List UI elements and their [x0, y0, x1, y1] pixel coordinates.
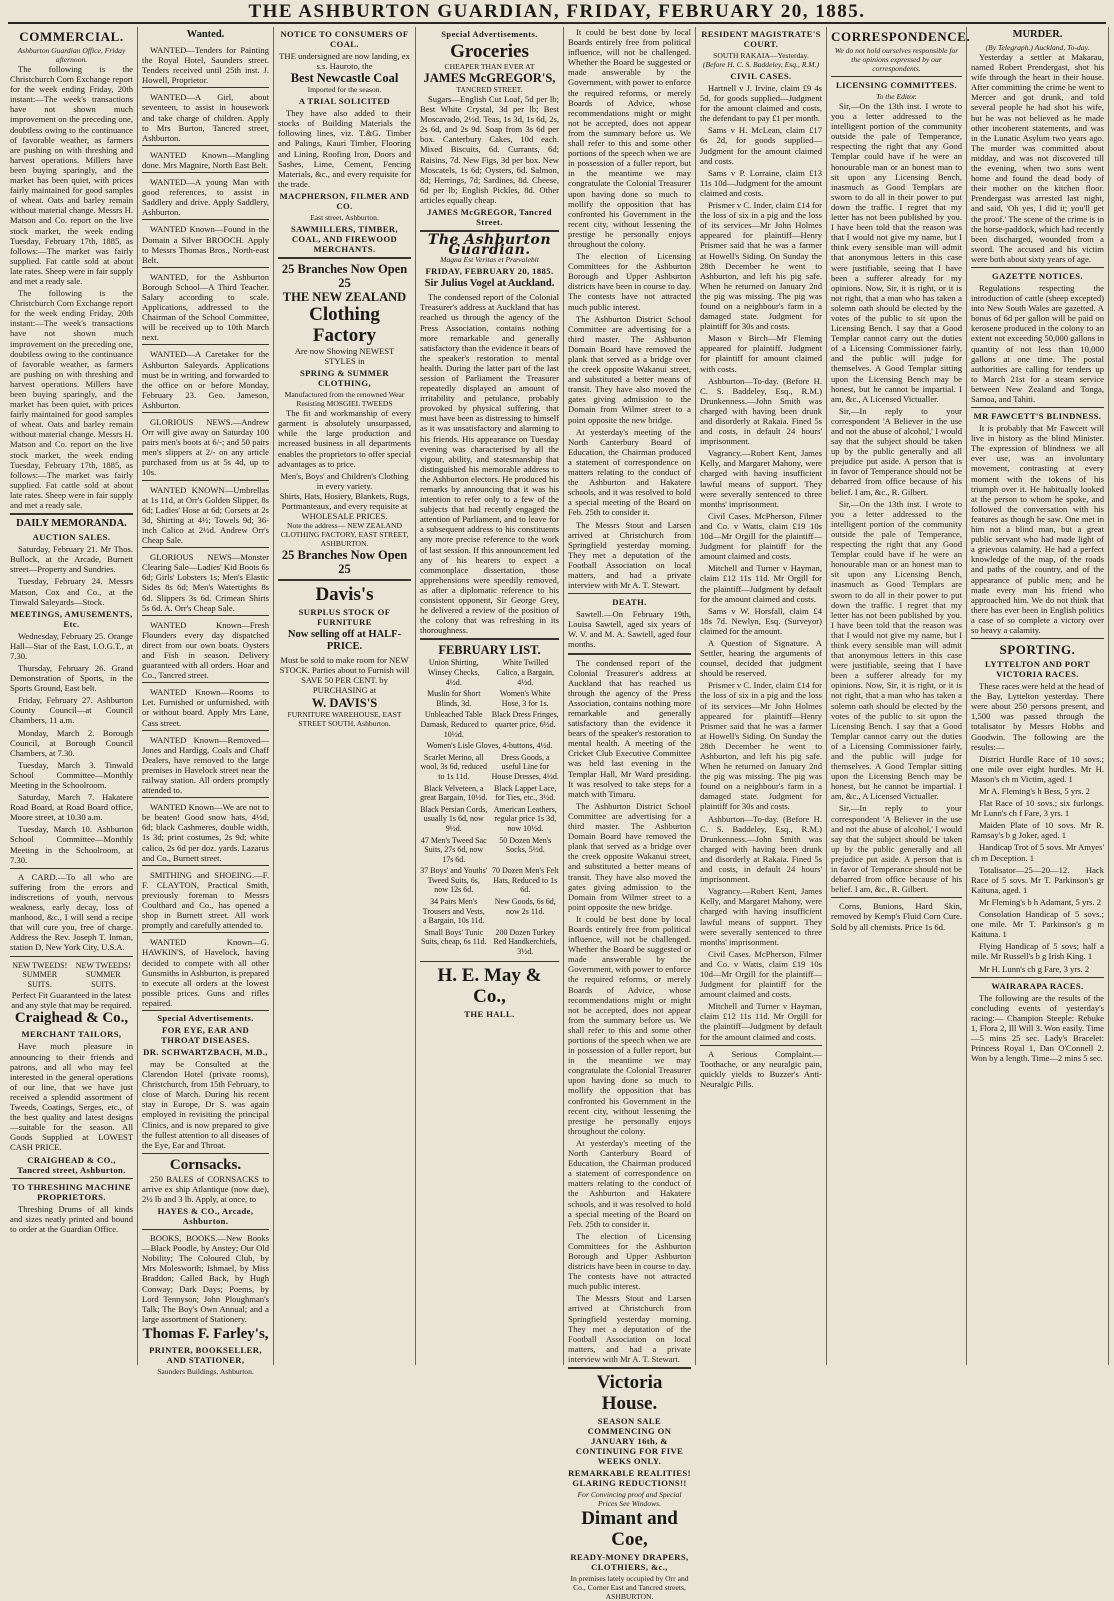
blindness-heading: MR FAWCETT'S BLINDNESS. — [973, 411, 1102, 422]
court-case: Civil Cases. McPherson, Filmer and Co. v Watts, claim £19 10s 10d—Mr Orgill for the plaintiff—Judgment for plaintiff for the amount claimed and costs. — [700, 510, 822, 562]
divider — [10, 1178, 133, 1179]
list-item: 34 Pairs Men's Trousers and Vests, a Bargain, 10s 11d. — [422, 897, 485, 926]
memo-item: Friday, February 27. Ashburton County Council—at Council Chambers, 11 a.m. — [10, 695, 133, 726]
race-result: Totalisator—25—20—12. Hack Race of 5 sovs. Mr T. Parkinson's gr Kaituna, aged. 1 — [971, 864, 1104, 895]
farley-title: Thomas F. Farley's, — [142, 1325, 269, 1342]
groceries-title: Groceries — [450, 41, 529, 62]
toothache-advert: A Serious Complaint.—Toothache, or any neuralgic pain, quickly yields to Buzzer's Anti-Neuralgic Pills. — [700, 1048, 822, 1089]
column-commercial — [6, 27, 138, 1365]
guardian-masthead: The Ashburton Guardian. — [427, 232, 552, 259]
craighead-title: Craighead & Co., — [14, 1010, 129, 1027]
wairarapa-heading: WAIRARAPA RACES. — [991, 980, 1084, 991]
race-result: Consolation Handicap of 5 sovs.; one mile. Mr T. Parkinson's g m Kaituna. 1 — [971, 909, 1104, 940]
coal-body: THE undersigned are now landing, ex s.s. Hauroto, the — [279, 51, 410, 72]
court-case-continued: Prismer v C. Inder, claim £14 for the loss of six in a pig and the loss of its services—Mr John Holmes appeared for plaintiff—Henry Prismer said that he was a farmer at Howell's Siding. On Sunday the 28th December he went to Ashburton, and left his pig safe. When he returned on January 2nd the pig was missing. The pig was found on a neighbour's farm in a damaged state. Judgment for plaintiff for 30s and costs. — [700, 680, 822, 812]
may-co-title: H. E. May & Co., — [437, 964, 542, 1007]
list-item: 70 Dozen Men's Felt Hats, Reduced to 1s 6d. — [491, 866, 559, 895]
new-zealand-title: THE NEW ZEALAND — [282, 289, 407, 304]
court-case: Prismer v C. Inder, claim £14 for the loss of six in a pig and the loss of its services—Mr John Holmes appeared for plaintiff—Henry Prismer said that he was a farmer at Howell's Siding. On Sunday the 28th December he went to Ashburton, and left his pig safe. When he returned on January 2nd the pig was missing. The pig was found on a neighbour's farm in a damaged state. Judgment for plaintiff for 30s and costs. — [700, 200, 822, 332]
list-item: Black Dress Fringes, quarter price, 6½d. — [491, 710, 559, 729]
divider — [700, 1045, 822, 1046]
court-sub: SOUTH RAKAIA—Yesterday. — [713, 51, 809, 60]
news-paragraph: It could be best done by local Boards entirely free from political influence, will not be challenged. Whether the Board be suggested or made answerable by the Government, with power to enforce the required reforms, or merely Boards of Advice, whose recommendations might or might not be accepted, does not appear from the summary before us. We shall refer to this and some other portions of the speech when we are in possession of a fuller report, but in the meantime we may congratulate the Colonial Treasurer upon having done so much to mollify the opposition that has confronted his Government in the recent city, without lessening the prestige he personally enjoys throughout the colony. — [568, 27, 691, 249]
davis-body: Must be sold to make room for NEW STOCK. Parties about to Furnish will SAVE 50 PER CENT. by PURCHASING at — [279, 655, 410, 696]
dimant-title: Dimant and Coe, — [581, 1508, 678, 1550]
divider — [420, 961, 559, 962]
memo-item: Tuesday, March 3. Tinwald School Committee—Monthly Meeting in the Schoolroom. — [10, 759, 133, 790]
murder-byline: (By Telegraph.) Auckland, To-day. — [985, 43, 1090, 52]
tweeds-left: NEW TWEEDS! SUMMER SUITS. — [12, 960, 68, 989]
news-paragraph-continued: The Messrs Stout and Larsen arrived at Christchurch from Springfield yesterday morning. They met a deputation of the Football Association on local matters, and had a private interview with Mr A. T. Stewart. — [568, 1293, 691, 1364]
davis-title: Davis's — [315, 584, 374, 606]
coal-notice: NOTICE TO CONSUMERS OF COAL. — [280, 29, 409, 49]
letter-title: LICENSING COMMITTEES. — [835, 80, 958, 90]
dimant-address: In premises lately occupied by Orr and Co., Corner East and Tancred streets, ASHBURTON. — [570, 1574, 689, 1601]
victoria-sub: SEASON SALE COMMENCING ON JANUARY 16th, & CONTINUING FOR FIVE WEEKS ONLY. — [575, 1416, 684, 1466]
list-item: White Twilled Calico, a Bargain, 4½d. — [496, 658, 555, 687]
macpherson-address: East street, Ashburton. — [310, 212, 379, 222]
divider — [142, 1153, 269, 1154]
victoria-sub3: For Convincing proof and Special Prices See Windows. — [577, 1490, 682, 1508]
court-case: Mitchell and Turner v Hayman, claim £12 11s 11d. Mr Orgill for the plaintiff—Judgment by default for the amount claimed and costs. — [700, 563, 822, 604]
list-item: Muslin for Short Blinds, 3d. — [427, 689, 481, 708]
february-list — [420, 657, 559, 957]
wholesale-prices: Shirts, Hats, Hosiery, Blankets, Rugs, Portmanteaux, and every requisite at WHOLESALE PRICES. — [279, 490, 410, 522]
dimant-sub: READY-MONEY DRAPERS, CLOTHIERS, &c., — [570, 1552, 689, 1572]
factory-address: Note the address— NEW ZEALAND CLOTHING FACTORY, EAST STREET, ASHBURTON. — [280, 521, 409, 549]
list-item: New Goods, 6s 6d, now 2s 11d. — [494, 897, 556, 916]
gazette-body: Regulations respecting the introduction of cattle (sheep excepted) into New South Wales are gazetted. A bonus of 6d per gallon will be paid on kerosene produced in the colony to an extent not exceeding 50,000 gallons in quantity of not less than 10,000 gallons at one time. The postal authorities are calling for tenders up to March 21st for a steam service between New Zealand and Tonga, Samoa, and Tahiti. — [971, 282, 1104, 404]
wanted-ad: WANTED Known—Removed—Jones and Hardigg, Coals and Chaff Dealers, have removed to the large premises in Havelock street near the railway station. All orders promptly attended to. — [142, 733, 269, 799]
divider — [278, 257, 411, 259]
blindness-body: It is probably that Mr Fawcett will live in history as the blind Minister. The expression of blindness we all ever use, was an involuntary movement, contrasting at every moment with the tokens of his triumph over it. He habitually looked at the person to whom he spoke, and followed the conversation with his features as though he saw. One met in him not a blind man, but a great public servant who had made light of a grievous calamity. He had a perfect knowledge of the map, of the roads and paths of the country, and of the appearance of public men; and he made every man his friend who approached him. We do not think that there has ever been in English politics a case of so complete a victory over so heavy a calamity. — [971, 423, 1104, 635]
cornsacks-firm: HAYES & CO., Arcade, Ashburton. — [157, 1206, 254, 1227]
court-case-continued: Ashburton—To-day. (Before H. C. S. Baddeley, Esq., R.M.) Drunkenness.—John Smith was charged with having been drunk and disorderly at Rakaia. Fined 5s and costs, in default 24 hours' imprisonment. — [700, 813, 822, 885]
race-result: Mr Fleming's b h Adamant, 5 yrs. 2 — [979, 896, 1102, 907]
letter-body-continued: Sir,—In reply to your correspondent 'A Believer in the use and not the abuse of alcohol,' I would say that the subject should be taken up by the public generally and all prejudice put aside. A person that is in favor of Temperance should not be debarred from office because of his belief. I am, &c., R. Gilbert. — [831, 803, 962, 895]
news-paragraph-continued: It could be best done by local Boards entirely free from political influence, will not be challenged. Whether the Board be suggested or made answerable by the Government, with power to enforce the required reforms, or merely Boards of Advice, whose recommendations might or might not be accepted, does not appear from the summary before us. We shall refer to this and some other portions of the speech when we are in possession of a fuller report, but in the meantime we may congratulate the Colonial Treasurer upon having done so much to mollify the opposition that has confronted his Government in the recent city, without lessening the prestige he personally enjoys throughout the colony. — [568, 913, 691, 1136]
masthead-title: THE ASHBURTON GUARDIAN, FRIDAY, FEBRUARY 20, 1885. — [248, 1, 866, 22]
divider — [568, 653, 691, 655]
divider — [568, 1367, 691, 1369]
court-case: Sams v H. McLean, claim £17 6s 2d, for goods supplied—Judgment for the amount claimed and costs. — [700, 125, 822, 166]
news-paragraph-continued: At yesterday's meeting of the North Canterbury Board of Education, the Chairman produced a statement of correspondence on matters relating to the conduct of the Ashburton and Hakatere schools, and it was resolved to hold a special meeting of the Board on Feb. 25th to consider it. — [568, 1137, 691, 1229]
mcgregor-name: JAMES McGREGOR'S, — [423, 71, 556, 85]
court-before: (Before H. C. S. Baddeley, Esq., R.M.) — [702, 60, 820, 69]
memoranda-list — [10, 544, 133, 865]
may-co-sub: THE HALL. — [464, 1008, 515, 1019]
chemist-advert: Corns, Bunions, Hard Skin, removed by Kemp's Fluid Corn Cure. Sold by all chemists. Price 1s 6d. — [831, 901, 962, 932]
divider — [971, 977, 1104, 978]
wanted-ad: WANTED Known—We are not to be beaten! Good snow hats, 4½d, 6d; black Cashmeres, double width, 1s 3d; print costumes, 2s 9d; white calico, 2s 6d per doz. yards. Lazarus and Co., Burnett street. — [142, 800, 269, 866]
memo-item: Tuesday, March 10. Ashburton School Committee—Monthly Meeting in the Schoolroom, at 7.30. — [10, 824, 133, 865]
court-case-continued: Civil Cases. McPherson, Filmer and Co. v Watts, claim £19 10s 10d—Mr Orgill for the plaintiff—Judgment for plaintiff for the amount claimed and costs. — [700, 948, 822, 1000]
card-advert: A CARD.—To all who are suffering from the errors and indiscretions of youth, nervous weakness, early decay, loss of manhood, &c., I will send a recipe that will cure you, free of charge. Address the Rev. Joseph T. Inman, station D, New York City, U.S.A. — [10, 871, 133, 953]
auction-sales-heading: AUCTION SALES. — [32, 532, 111, 543]
divider — [568, 593, 691, 594]
mcgregor-signature: JAMES McGREGOR, Tancred Street. — [427, 207, 552, 228]
column-wanted — [138, 27, 274, 1376]
list-item: Black Persian Cords, usually 1s 6d, now 9½d. — [420, 804, 488, 833]
race-result: Mr H. Lunn's ch g Fare, 3 yrs. 2 — [979, 963, 1090, 974]
memo-item: Monday, March 2. Borough Council, at Borough Council Chambers, at 7.30. — [10, 727, 133, 758]
memo-item: Wednesday, February 25. Orange Hall—Star of the East, I.O.G.T., at 7.30. — [10, 630, 133, 661]
court-case: Hartnell v J. Irvine, claim £9 4s 5d, for goods supplied—Judgment for the amount claimed and costs, the defendant to pay £1 per month. — [700, 83, 822, 124]
list-item: Women's Lisle Gloves, 4-buttons, 4½d. — [426, 741, 553, 751]
court-case: Vagrancy.—Robert Kent, James Kelly, and Margaret Mahony, were charged with having insufficient lawful means of support. They were severally sentenced to three months' imprisonment. — [700, 448, 822, 509]
trial-solicited: A TRIAL SOLICITED — [298, 96, 391, 107]
branches-banner-bottom: 25 Branches Now Open 25 — [281, 548, 408, 577]
february-list-title: FEBRUARY LIST. — [438, 643, 541, 658]
divider — [10, 868, 133, 869]
news-paragraph-continued: The Ashburton District School Committee are advertising for a third master. The Ashburton Domain Board have removed the plank that served as a bridge over the creek opposite Wakanui street, and substituted a better means of transit. They have also moved the gates giving admission to the Domain from Wilmer street to a point opposite the new bridge. — [568, 800, 691, 912]
clothing-body: The fit and workmanship of every garment is absolutely unsurpassed, while the large production and increased business in all departments enables the proprietors to offer special advantages as to price. — [278, 408, 411, 469]
macpherson-firm: MACPHERSON, FILMER AND CO. — [279, 190, 410, 211]
victoria-sub2: REMARKABLE REALITIES! GLARING REDUCTIONS!! — [568, 1468, 691, 1488]
cornsacks-body: 250 BALES of CORNSACKS to arrive ex ship Atlantique (now due), 2½ lb and 3 lb. Apply, at once, to — [142, 1173, 269, 1204]
murder-article: Yesterday a settler at Makarau, named Robert Prendergast, shot his wife through the heart in their house. After committing the crime he went to Mercer and got drunk, and told several people he had shot his wife, but he was not believed as he made other incoherent statements, and was in the Lunatic Asylum two years ago. The murder was committed about midday, and was not discovered till the evening, when two sons went home and found the dead body of their mother on the kitchen floor. Prendergast was arrested last night, and said, 'Oh yes, I did it; you'll get the proof.' The scene of the crime is in the horse-paddock, which had recently been discharged, wounded from a sword. The accused and his victim were both about sixty years of age. — [971, 52, 1104, 264]
news-paragraph: The Messrs Stout and Larsen arrived at Christchurch from Springfield yesterday morning. They met a deputation of the Football Association on local matters, and had a private interview with Mr A. T. Stewart. — [568, 519, 691, 591]
commercial-byline: Ashburton Guardian Office, Friday afternoon. — [17, 46, 126, 64]
court-case: Sams v W. Horsfall, claim £4 18s 7d. Newlyn, Esq. (Surveyor) claimed for the amount. — [700, 605, 822, 636]
divider — [10, 513, 133, 515]
wanted-ad: WANTED—A Caretaker for the Ashburton Saleyards. Applications must be in writing, and forwarded to the office on or before Monday, February 23. Geo. Jameson, Ashburton. — [142, 347, 269, 413]
eye-ear-title: FOR EYE, EAR AND THROAT DISEASES. — [161, 1024, 250, 1045]
newspaper-masthead — [8, 2, 1106, 24]
correspondence-disclaimer: We do not hold ourselves responsible for the opinions expressed by our correspondents. — [834, 46, 959, 73]
memo-item: MEETINGS, AMUSEMENTS, Etc. — [10, 608, 133, 629]
list-item: 200 Dozen Turkey Red Handkerchiefs, 3½d. — [493, 927, 558, 957]
wanted-ad: WANTED Known—Found in the Domain a Silver BROOCH. Apply to Messrs Thomas Bros., North-east Belt. — [142, 222, 269, 267]
news-paragraph: The election of Licensing Committees for the Ashburton Borough and Upper Ashburton districts have been in course to day. The contests have not attracted much public interest. — [568, 251, 691, 312]
column-telegrams-sporting — [967, 27, 1109, 1365]
court-case: Ashburton—To-day. (Before H. C. S. Baddeley, Esq., R.M.) Drunkenness.—John Smith was charged with having been drunk and disorderly at Rakaia. Fined 5s and costs, in default 24 hours' imprisonment. — [700, 375, 822, 447]
list-item: Unbleached Table Damask, Reduced to 10½d. — [420, 710, 487, 739]
farley-address: Saunders Buildings, Ashburton. — [157, 1366, 254, 1376]
court-case: Mason v Birch—Mr Fleming appeared for plaintiff. Judgment for plaintiff for amount claimed with costs. — [700, 333, 822, 374]
death-heading: DEATH. — [612, 597, 647, 608]
column-groceries — [416, 27, 564, 1365]
craighead-address: CRAIGHEAD & CO., Tancred street, Ashburton. — [17, 1154, 126, 1175]
wanted-ad: WANTED Known—Fresh Flounders every day dispatched direct from our own boats. Oysters and Fish in season. Delivery guaranteed with all orders. Hoar and Co., Tancred street. — [142, 618, 269, 684]
spring-summer: SPRING & SUMMER CLOTHING, — [299, 368, 390, 389]
divider — [142, 1229, 269, 1230]
tweeds-header — [10, 960, 133, 991]
race-result: Mr A. Fleming's h Bess, 5 yrs. 2 — [979, 786, 1090, 796]
craighead-sub: MERCHANT TAILORS, — [21, 1029, 122, 1040]
craighead-body: Have much pleasure in announcing to their friends and patrons, and all who may feel interested in the general operations of our line, that we have just received a splendid assortment of Tweeds, Coatings, Serges, etc., of the best quality and latest designs—suitable for the season. All Goods Supplied at LOWEST CASH PRICE. — [10, 1041, 133, 1153]
correspondence-heading: CORRESPONDENCE. — [831, 29, 971, 44]
divider — [10, 956, 133, 957]
davis-firm: W. DAVIS'S — [311, 695, 378, 710]
wanted-ad: WANTED Known—G. HAWKIN'S, of Havelock, having decided to compete with all other Gunsmiths in Ashburton, is prepared to execute all orders at the lowest possible prices. Guns and rifles repaired. — [142, 935, 269, 1011]
letter-to: To the Editor. — [876, 92, 917, 101]
doctor-name: DR. SCHWARTZBACH, M.D., — [143, 1046, 268, 1057]
tweeds-right: NEW TWEEDS! SUMMER SUITS. — [75, 960, 131, 989]
wanted-ad: SMITHING and SHOEING.—F. F. CLAYTON, Practical Smith, previously foreman to Messrs Coulthard and Co., has opened a shop in Burnett street. All work promptly and carefully attended to. — [142, 868, 269, 934]
branches-banner: 25 Branches Now Open 25 — [281, 261, 408, 290]
cornsacks-title: Cornsacks. — [169, 1156, 242, 1173]
divider — [831, 76, 962, 77]
guardian-motto: Magna Est Veritas et Prævalebit — [440, 255, 539, 265]
leader-title: Sir Julius Vogel at Auckland. — [424, 278, 555, 290]
news-paragraph-continued: The election of Licensing Committees for the Ashburton Borough and Upper Ashburton districts have been in course to day. The contests have not attracted much public interest. — [568, 1230, 691, 1292]
divider — [971, 638, 1104, 639]
list-item: Union Shirting, Winsey Checks, 4½d. — [427, 658, 480, 687]
death-notice: Sawtell.—On February 19th, Louisa Sawtell, aged six years of W. V. and M. A. Sawtell, aged four months. — [568, 609, 691, 650]
sawmillers: SAWMILLERS, TIMBER, COAL, AND FIREWOOD MERCHANTS. — [290, 223, 398, 254]
column-magistrate-court — [696, 27, 827, 1365]
news-paragraph: The Ashburton District School Committee are advertising for a third master. The Ashburton Domain Board have removed the plank that served as a bridge over the creek opposite Wakanui street, and substituted a better means of transit. They have also moved the gates giving admission to the Domain from Wilmer street to a point opposite the new bridge. — [568, 313, 691, 425]
cheaper-than-ever: CHEAPER THAN EVER AT — [444, 62, 535, 71]
tweeds-body: Perfect Fit Guaranteed in the latest and any style that may be required. — [11, 990, 132, 1011]
wanted-ad: WANTED KNOWN—Umbrellas at 1s 11d, at Orr's Golden Slipper, 8s 6d; Ladies' Hose at 6d; Corsets at 2s 3d, Shirting at 4½; Towels 9d; 36-inch Calico at 2½d. Andrew Orr's Cheap Sale. — [142, 483, 269, 549]
list-item: 50 Dozen Men's Socks, 5½d. — [499, 835, 552, 855]
wairarapa-body: The following are the results of the concluding events of yesterday's racing:— Champion Steeple: Rebuke 1, Flora 2, Ill Will 3. Won easily. Time—5 mins 25 sec. Lady's Bracelet: Princess Royal 1, Dan O'Connell 2. Won by a length. Time—2 mins 5 sec. — [971, 992, 1104, 1064]
divider — [971, 407, 1104, 408]
special-ads-heading: Special Advertisements. — [157, 1012, 254, 1023]
list-item: 47 Men's Tweed Sac Suits, 27s 6d, now 17s 6d. — [420, 835, 487, 864]
memo-item: Saturday, February 21. Mr Thos. Bullock, at the Arcade, Burnett street—Property and Sundries. — [10, 544, 133, 575]
books-advert: BOOKS, BOOKS.—New Books—Black Poodle, by Anstey; Our Old Nobility; The Coloured Club, by Mrs Molesworth; Ishmael, by Miss Braddon; Called Back, by Hugh Conway; Dark Days; Poems, by Lord Tennyson; John Ploughman's Talk; The Boy's Own Annual; and a large assortment of Stationery. — [142, 1233, 269, 1324]
doctor-body: may be Consulted at the Clarendon Hotel (private rooms), Christchurch, from 15th February, to close of March. During his recent stay in Europe, Dr S. was again employed in revisiting the principal Clinics, and is now prepared to give the fullest attention to all diseases of the Eye, Ear and Throat. — [142, 1058, 269, 1150]
court-case-continued: Mitchell and Turner v Hayman, claim £12 11s 11d. Mr Orgill for the plaintiff—Judgment by default for the amount claimed and costs. — [700, 1001, 822, 1042]
list-item: Black Lappet Lace, for Ties, etc., 3½d. — [494, 783, 557, 803]
commercial-report: The following is the Christchurch Corn Exchange report for the week ending Friday, 20th instant:—The week's transactions have not shown much improvement on the preceding one, doubtless owing to the continuance of favorable weather, as farmers are pushing on with threshing and harvest operations. Millers have been buying sparingly, and the market has been quiet, with prices fairly maintained for good samples of wheat. Oats and barley remain without material change. Messrs H. Matson and Co. report on the live stock market, the week ending Tuesday, February 17th, 1885, as follows:—The market was fairly supplied. Fat cattle sold at about late rates. Sheep were in fair supply and met a ready sale. — [10, 64, 133, 286]
commercial-heading: COMMERCIAL. — [19, 29, 124, 44]
mens-clothing: Men's, Boys' and Children's Clothing in every variety. — [280, 470, 409, 491]
column-coal-clothing — [274, 27, 416, 1365]
davis-address: FURNITURE WAREHOUSE, EAST STREET SOUTH, Ashburton. — [287, 709, 402, 728]
letter-body: Sir,—In reply to your correspondent 'A Believer in the use and not the abuse of alcohol,' I would say that the subject should be taken up by the public generally and all prejudice put aside. A person that is in favor of Temperance should not be debarred from office because of his belief. I am, &c., R. Gilbert. — [831, 405, 962, 497]
list-item: Women's White Hose, 3 for 1s. — [499, 689, 551, 708]
sporting-heading: SPORTING. — [999, 642, 1076, 658]
threshing-title: TO THRESHING MACHINE PROPRIETORS. — [12, 1181, 131, 1202]
list-item: Scarlet Merino, all wool, 3s 6d, reduced to 1s 11d. — [420, 752, 487, 781]
wanted-ad: GLORIOUS NEWS.—Andrew Orr will give away on Saturday 100 pairs men's boots at 6/-; and 50 pairs men's slippers at 2/- on any article purchased from us at 5s 4d, up to 10s. — [142, 415, 269, 481]
wanted-ad: WANTED, for the Ashburton Borough School—A Third Teacher. Salary according to scale. Applications, addressed to the Chairman of the School Committee, will be received up to 10th March next. — [142, 270, 269, 346]
wanted-ad: WANTED—Tenders for Painting the Royal Hotel, Saunders street. Tenders received until 25th inst. J. Howell, Proprietor. — [142, 43, 269, 88]
wanted-ad: WANTED—A Girl, about seventeen, to assist in housework and take charge of children. Apply to Mrs Burton, Tancred street, Ashburton. — [142, 90, 269, 145]
clothing-factory-title: Clothing Factory — [309, 303, 380, 346]
davis-half-price: Now selling off at HALF-PRICE. — [287, 629, 402, 653]
races-body: These races were held at the head of the Bay, Lyttelton yesterday. There were about 250 persons present, and 1,500 was passed through the totalisator by Messrs Hobbs and Goodwin. The following are the results:— — [971, 681, 1104, 752]
memo-item: Tuesday, February 24. Messrs Matson, Cox and Co., at the Tinwald Saleyards—Stock. — [10, 576, 133, 607]
grocery-price-list: Sugars—English Cut Loaf, 5d per lb; Best White Crystal, 3d per lb; Best Moscavado, 2½d. Teas, 1s 3d, 1s 6d, 2s, 2s 6d, and 2s 9d. Soap from 3s 6d per box. Canterbury Cakes, 10d each. Mixed Biscuits, 6d. Currants, 6d; Raisins, 7d. New Figs, 3d per box. New Moscatels, 1s 6d; Oysters, 6d. Salmon, 8d; Herrings, 7d; Sardines, 8d. Cheese, 6d per lb; English Pickles, 8d. Other articles equally cheap. — [420, 94, 559, 205]
coal-title: Best Newcastle Coal — [290, 71, 399, 86]
court-case: Sams v P. Lorraine, claim £13 11s 10d—Judgment for the amount claimed and costs. — [700, 167, 822, 198]
memo-item: Saturday, March 7. Hakatere Road Board, at Road Board office, Moore street, at 10.30 a.m. — [10, 792, 133, 823]
wanted-ad: GLORIOUS NEWS—Monster Clearing Sale—Ladies' Kid Boots 6s 6d; Girls' Lobsters 1s; Men's Elastic Sides 8s 6d; Men's Watertights 8s 6d. Slippers 3s 6d. Crimean Shirts 5s 6d. A. Orr's Cheap Sale. — [142, 550, 269, 616]
coal-more: They have also added to their stocks of Building Materials the following lines, viz. T.&G. Timber and Palings, Kauri Timber, Flooring and Lining, Roofing Iron, Doors and Sashes, Lime, Cement, Fencing Materials, &c., and every requisite for the trade. — [278, 108, 411, 189]
news-paragraph: At yesterday's meeting of the North Canterbury Board of Education, the Chairman produced a statement of correspondence on matters relating to the conduct of the Ashburton and Hakatere schools, and it was resolved to hold a special meeting of the Board on Feb. 25th to consider it. — [568, 426, 691, 518]
special-ads-heading: Special Advertisements. — [441, 29, 538, 39]
court-heading: RESIDENT MAGISTRATE'S COURT. — [701, 29, 821, 49]
coal-sub: Imported for the season. — [307, 85, 382, 95]
wanted-heading: Wanted. — [186, 29, 225, 40]
list-item: American Leathers, regular price 1s 3d, now 10½d. — [493, 804, 557, 833]
list-item: 37 Boys' and Youths' Tweed Suits, 6s, now 12s 6d. — [420, 866, 488, 895]
wanted-ad: WANTED Known—Rooms to Let. Furnished or unfurnished, with or without board. Apply Mrs Lane, Cass street. — [142, 685, 269, 730]
letter-body-continued: Sir,—On the 13th inst. I wrote to you a letter addressed to the intelligent portion of the community outside the pale of Temperance, respecting the right that any Good Templar could have if he were an honourable man or an honest man to sit upon any Licensing Bench, inasmuch as Good Templars are sworn to do all in their power to put down the traffic. I regret that my letter has not been published by you. I have been told that the reason was that I would not give my name, but I think every sensible man will admit that anonymous letters in this case were justifiable, seeing that I have been a sufferer already for my opinions. Now, Sir, it is right, or it is not right, that a man who has taken a solemn oath should be elected by the votes of the public to sit upon the Licensing Bench. I say that a Good Templar cannot carry out the duties of a Licensing Commissioner fairly, and the public will judge for themselves. A Good Templar sitting upon the Licensing Bench may be honest, but he cannot be impartial. I am, &c., A Licensed Victualler. — [831, 498, 962, 802]
race-result: Flat Race of 10 sovs.; six furlongs. Mr Lunn's ch f Fare, 3 yrs. 1 — [971, 798, 1104, 819]
divider — [278, 579, 411, 581]
tancred-street: TANCRED STREET. — [456, 85, 523, 94]
wanted-ad: WANTED Known—Mangling done. Mrs Magnire, North East Belt. — [142, 148, 269, 173]
races-heading: LYTTELTON AND PORT VICTORIA RACES. — [985, 659, 1090, 680]
farley-sub: PRINTER, BOOKSELLER, AND STATIONER, — [149, 1344, 262, 1365]
race-result: District Hurdle Race of 10 sovs.; one mile over eight hurdles. Mr H. Mason's ch m Victim, aged. 1 — [971, 753, 1104, 784]
race-result: Flying Handicap of 5 sovs; half a mile. Mr Russell's b g Irish King. 1 — [971, 941, 1104, 962]
news-paragraph: The condensed report of the Colonial Treasurer's address at Auckland that has reached us through the agency of the Press Association, contains nothing more remarkable and generally satisfactory than the evidence it bears of the speaker's restoration to mental health. A meeting of the Cricket Club Executive Committee was held last evening in the Templar Hall, Mr Ward presiding. It was resolved to take steps for a match with Timaru. — [568, 657, 691, 799]
divider — [971, 267, 1104, 268]
victoria-house-title: Victoria House. — [596, 1372, 663, 1414]
race-result: Maiden Plate of 10 sovs. Mr R. Ramsay's b g Joker, aged. 1 — [971, 820, 1104, 841]
leader-article: The condensed report of the Colonial Treasurer's address at Auckland that has reached us through the agency of the Press Association, contains nothing more remarkable and generally satisfactory than the evidence it bears of the speaker's restoration to mental health. During the latter part of the last session of Parliament the Treasurer repeatedly displayed an amount of irritability and petulance, probably provoked by physical suffering, that must have been as distressing to himself as it was unsatisfactory and alarming to his friends. His appearance on Tuesday evening was characterised by all the vigour, ability, and statesmanship that distinguished his memorable address to the Ashburton electors. He produced his remarks by announcing that it was his intention to refer only to a few of the subjects that had recently engaged the attention of Parliament, and to leave for a subsequent address to his constituents any more precise reference to the work of last session. If this announcement led any of his hearers to expect a commonplace dissertation, those apprehensions were speedily removed, as after a diplomatic reference to his consistent opponent, Sir George Grey, he delivered a review of the position of the colony that was refreshing in its thoroughness. — [420, 292, 559, 636]
court-case-continued: Vagrancy.—Robert Kent, James Kelly, and Margaret Mahony, were charged with having insufficient lawful means of support. They were severally sentenced to three months' imprisonment. — [700, 886, 822, 947]
murder-heading: MURDER. — [1012, 29, 1063, 40]
commercial-report-continued: The following is the Christchurch Corn Exchange report for the week ending Friday, 20th instant:—The week's transactions have not shown much improvement on the preceding one, doubtless owing to the continuance of favorable weather, as farmers are pushing on with threshing and harvest operations. Millers have been buying sparingly, and the market has been quiet, with prices fairly maintained for good samples of wheat. Oats and barley remain without material change. Messrs H. Matson and Co. report on the live stock market, the week ending Tuesday, February 17th, 1885, as follows:—The market was fairly supplied. Fat cattle sold at about late rates. Sheep were in fair supply and met a ready sale. — [10, 288, 133, 511]
gazette-heading: GAZETTE NOTICES. — [992, 270, 1083, 281]
spring-sub: Manufactured from the renowned Wear Resisting MOSGIEL TWEEDS — [284, 390, 405, 409]
davis-sub: SURPLUS STOCK OF FURNITURE — [298, 607, 391, 628]
list-item: Black Velveteen, a great Bargain, 10½d. — [420, 783, 488, 803]
divider — [831, 897, 962, 898]
issue-date: FRIDAY, FEBRUARY 20, 1885. — [425, 266, 554, 277]
memoranda-heading: DAILY MEMORANDA. — [16, 518, 127, 530]
clothing-sub: Are now Showing NEWEST STYLES in — [294, 345, 395, 367]
race-result: Handicap Trot of 5 sovs. Mr Amyes' ch m Deception. 1 — [971, 842, 1104, 863]
memo-item: Thursday, February 26. Grand Demonstration of Sports, in the Sports Ground, East belt. — [10, 662, 133, 694]
civil-cases-heading: CIVIL CASES. — [730, 71, 792, 81]
letter-body: Sir,—On the 13th inst. I wrote to you a letter addressed to the intelligent portion of the community outside the pale of Temperance, respecting the right that any Good Templar could have if he were an honourable man or an honest man to sit upon any Licensing Bench, inasmuch as Good Templars are sworn to do all in their power to put down the traffic. I regret that my letter has not been published by you. I have been told that the reason was that I would not give my name, but I think every sensible man will admit that anonymous letters in this case were justifiable, seeing that I have been a sufferer already for my opinions. Now, Sir, it is right, or it is not right, that a man who has taken a solemn oath should be elected by the votes of the public to sit upon the Licensing Bench. I say that a Good Templar cannot carry out the duties of a Licensing Commissioner fairly, and the public will judge for themselves. A Good Templar sitting upon the Licensing Bench may be honest, but he cannot be impartial. I am, &c., A Licensed Victualler. — [831, 101, 962, 404]
divider — [420, 638, 559, 640]
list-item: Dress Goods, a useful Line for House Dresses, 4½d. — [491, 752, 559, 781]
column-local-news — [564, 27, 696, 1601]
threshing-body: Threshing Drums of all kinds and sizes neatly printed and bound to order at the Guardian Office. — [10, 1203, 133, 1234]
wanted-ad: WANTED—A young Man with good references, to assist in Saddlery and drive. Apply Saddlery, Ashburton. — [142, 175, 269, 220]
list-item: Small Boys' Tunic Suits, cheap, 6s 11d. — [421, 927, 487, 947]
column-correspondence — [827, 27, 971, 1365]
court-case: A Question of Signature. A Settler, hearing the arguments of counsel, decided that judgment should be reserved. — [700, 637, 822, 679]
